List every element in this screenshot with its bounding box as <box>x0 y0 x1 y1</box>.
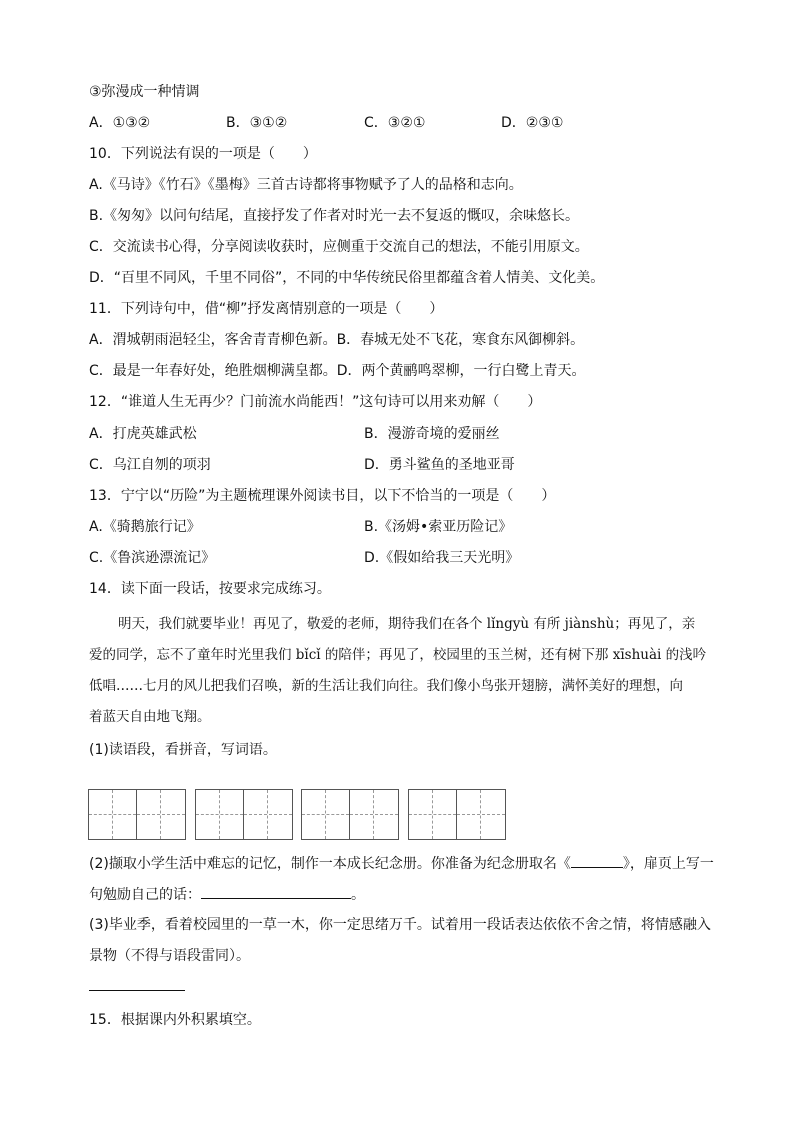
passage-line: 着蓝天自由地飞翔。 <box>89 709 211 725</box>
answer-grid-3[interactable] <box>301 789 399 840</box>
q14-sub1: (1)读语段，看拼音，写词语。 <box>89 742 277 758</box>
q13-stem: 13．宁宁以“历险”为主题梳理课外阅读书目，以下不恰当的一项是（ ） <box>89 488 556 504</box>
q10-option-d: D．“百里不同风，千里不同俗”，不同的中华传统民俗里都蕴含着人情美、文化美。 <box>89 270 605 286</box>
q13-option-d: D.《假如给我三天光明》 <box>364 550 520 566</box>
writing-cell[interactable] <box>196 790 244 839</box>
q12-stem: 12．“谁道人生无再少？门前流水尚能西！”这句诗可以用来劝解（ ） <box>89 394 542 410</box>
q12-option-b: B．漫游奇境的爱丽丝 <box>364 426 500 442</box>
q12-option-c: C．乌江自刎的项羽 <box>89 457 211 473</box>
q9-option-a: A．①③② <box>89 115 151 131</box>
q13-option-c: C.《鲁滨逊漂流记》 <box>89 550 216 566</box>
passage-line: 爱的同学，忘不了童年时光里我们 bǐcǐ 的陪伴；再见了，校园里的玉兰树，还有树下那 xīshuài 的浅吟 <box>89 647 707 663</box>
q14-sub2-line2 <box>89 884 365 905</box>
q11-options-ab: A．渭城朝雨浥轻尘，客舍青青柳色新。B．春城无处不飞花，寒食东风御柳斜。 <box>89 332 585 348</box>
q14-sub2-text: 。 <box>351 887 365 903</box>
q10-option-c: C．交流读书心得，分享阅读收获时，应侧重于交流自己的想法，不能引用原文。 <box>89 239 589 255</box>
q14-sub2-text: (2)撷取小学生活中难忘的记忆，制作一本成长纪念册。你准备为纪念册取名《 <box>89 856 571 872</box>
answer-grid-4[interactable] <box>408 789 506 840</box>
writing-cell[interactable] <box>244 790 292 839</box>
passage-line: 明天，我们就要毕业！再见了，敬爱的老师，期待我们在各个 lǐngyù 有所 jiànshù；再见了，亲 <box>118 616 696 632</box>
answer-grid-2[interactable] <box>195 789 293 840</box>
answer-grid-1[interactable] <box>88 789 186 840</box>
q14-stem: 14．读下面一段话，按要求完成练习。 <box>89 581 331 597</box>
q15-stem: 15．根据课内外积累填空。 <box>89 1012 261 1028</box>
q14-sub2-text: 》，扉页上写一 <box>622 856 714 872</box>
writing-cell[interactable] <box>89 790 137 839</box>
q9-item-3: ③弥漫成一种情调 <box>89 84 200 100</box>
q11-options-cd: C．最是一年春好处，绝胜烟柳满皇都。D．两个黄鹂鸣翠柳，一行白鹭上青天。 <box>89 363 586 379</box>
q10-option-b: B.《匆匆》以问句结尾，直接抒发了作者对时光一去不复返的慨叹，余味悠长。 <box>89 208 580 224</box>
writing-cell[interactable] <box>457 790 505 839</box>
q9-option-b: B．③①② <box>226 115 288 131</box>
motto-blank[interactable] <box>201 884 351 899</box>
q9-option-d: D．②③① <box>501 115 564 131</box>
q11-stem: 11．下列诗句中，借“柳”抒发离情别意的一项是（ ） <box>89 301 444 317</box>
q14-sub2-text: 句勉励自己的话： <box>89 887 201 903</box>
passage-line: 低唱……七月的风儿把我们召唤，新的生活让我们向往。我们像小鸟张开翅膀，满怀美好的理想，向 <box>89 678 683 694</box>
writing-cell[interactable] <box>350 790 398 839</box>
q13-option-b: B.《汤姆•索亚历险记》 <box>364 519 513 535</box>
q9-option-c: C．③②① <box>364 115 426 131</box>
q14-sub3-line1: (3)毕业季，看着校园里的一草一木，你一定思绪万千。试着用一段话表达依依不舍之情，将情感融入 <box>89 917 711 933</box>
q14-sub3-line2: 景物（不得与语段雷同）。 <box>89 948 250 964</box>
q10-stem: 10．下列说法有误的一项是（ ） <box>89 146 317 162</box>
q13-option-a: A.《骑鹅旅行记》 <box>89 519 201 535</box>
q12-option-d: D．勇斗鲨鱼的圣地亚哥 <box>364 457 515 473</box>
q10-option-a: A.《马诗》《竹石》《墨梅》三首古诗都将事物赋予了人的品格和志向。 <box>89 177 523 193</box>
q14-sub2-line1 <box>89 853 714 874</box>
writing-cell[interactable] <box>137 790 185 839</box>
writing-cell[interactable] <box>409 790 457 839</box>
q12-option-a: A．打虎英雄武松 <box>89 426 197 442</box>
title-blank[interactable] <box>571 853 623 868</box>
answer-line[interactable] <box>89 990 185 991</box>
writing-cell[interactable] <box>302 790 350 839</box>
